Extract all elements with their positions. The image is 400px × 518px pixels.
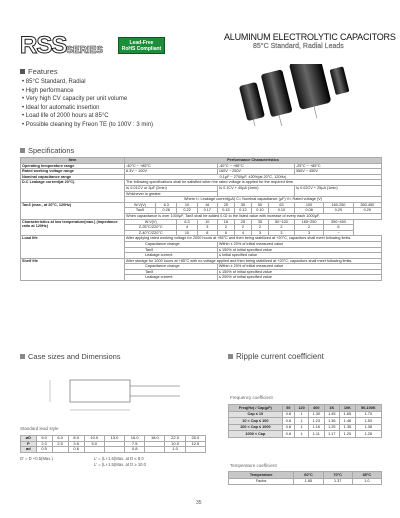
table-row bbox=[229, 424, 382, 431]
page-number: 35 bbox=[196, 500, 202, 506]
table-cell: 1.16 bbox=[309, 424, 325, 431]
table-cell: 6.3 bbox=[52, 436, 68, 442]
table-cell: 25.0 bbox=[185, 436, 205, 442]
frequency-coefficient-table bbox=[228, 404, 382, 438]
table-cell: 1.0 bbox=[165, 447, 185, 453]
table-cell: 3 bbox=[251, 230, 268, 236]
table-cell: 2 bbox=[294, 225, 323, 231]
temperature-coefficient-table bbox=[228, 471, 382, 485]
table-cell: Freq(Hz) / Cap(μF) bbox=[229, 405, 283, 412]
specifications-heading: Specifications bbox=[20, 146, 74, 155]
table-cell: 1 bbox=[295, 431, 309, 438]
specifications-table: Item Performance Characteristics Operating temperature range -40°C ~ +85°C -40°C ~ +85°C -25°C ~ +85°C Rated working voltage range 6.3V ~ 100V 160V ~ 250V 350V ~ 450V Nominal capacitance range 0.1μF ~ 2700μF, ±20%(at 20°C, 120Hz) D.C Leakage current(at 20°C) The following specifications shall be satisfied when the rated voltage is applied for the required time. I≤ 0.01CV or 3μF (2min) I≤ 0.1CV + 40μA (1min) I≤ 0.02CV + 25μA (1min) Whichever is greater Where I= Leakage current(μA) C= Nominal capacitance (μF) V= Rated voltage (V) Tanδ (max., at 20°C, 120Hz) W.V(V) 6.3 10 16 25 35 50 63 100 160-250 350-450 Tanδ 0.28 0.22 0.17 0.15 0.12 0.10 0.10 0.08 0.20 0.20 When capacitance is over 1000μF, Tanδ shall be added 0.02 to the listed value with increase of every each 1000μF. Characteristics at low temperature(max.) (impedance ratio at 120Hz) W.V(V) 6.3 10 16 25 35 50~100 160~250 350~450 Z-25°C/Z20°C 4 3 2 2 2 2 2 6 Z-40°C/Z20°C 10 8 6 4 3 3 3 ~ Load life After applying rated working voltage for 2000 hours at +85°C and then being stabilized at +20°C, capacitors shall meet following limits. Capacitance change Within ± 20% of initial measured value Tanδ ≤ 150% of initial specified value Leakage current ≤ Initial specified value Shelf life After storage for 1000 hours at +85°C with no voltage applied and then being stabilized at +20°C, capacitors shall meet following limits. Capacitance change Within ± 20% of initial measured value Tanδ ≤ 150% of initial specified value Leakage current ≤ 200% of initial specified value bbox=[20, 157, 382, 281]
table-cell: 0.8 bbox=[282, 418, 294, 425]
table-cell: 70°C bbox=[323, 472, 352, 479]
table-cell bbox=[185, 447, 205, 453]
table-cell: 10.0 bbox=[84, 436, 104, 442]
dimension-drawing bbox=[30, 368, 200, 424]
table-cell: 0.8 bbox=[282, 424, 294, 431]
table-cell: 1 bbox=[295, 424, 309, 431]
table-cell: 4 bbox=[177, 225, 197, 231]
table-cell: 350~450 bbox=[324, 219, 353, 225]
table-cell: 0.22 bbox=[177, 208, 197, 214]
table-cell: ød bbox=[21, 447, 37, 453]
table-cell: 1.45 bbox=[324, 411, 340, 418]
table-cell: 0.20 bbox=[353, 208, 381, 214]
table-cell: 1.36 bbox=[324, 418, 340, 425]
table-cell: 1.48 bbox=[340, 418, 356, 425]
table-cell: 0.5 bbox=[36, 447, 52, 453]
table-cell: 1.11 bbox=[309, 431, 325, 438]
table-cell: Temperature bbox=[229, 472, 294, 479]
table-cell: 10 < Cap ≤ 100 bbox=[229, 418, 283, 425]
table-cell: 35 bbox=[251, 219, 268, 225]
table-cell: 1.17 bbox=[324, 431, 340, 438]
lead-style-table bbox=[20, 435, 206, 453]
series-logo: RSSSERIES bbox=[20, 32, 104, 59]
page-subtitle: 85°C Standard, Radial Leads bbox=[253, 43, 344, 50]
table-cell: 2 bbox=[234, 225, 251, 231]
table-cell: 0.12 bbox=[234, 208, 251, 214]
table-cell: Tanδ bbox=[125, 208, 156, 214]
table-cell: 50~100 bbox=[269, 219, 295, 225]
table-cell: 2 bbox=[251, 225, 268, 231]
table-cell: Z-25°C/Z20°C bbox=[125, 225, 177, 231]
table-cell: 6 bbox=[324, 225, 353, 231]
table-cell: 25 bbox=[234, 219, 251, 225]
table-cell: 60°C bbox=[294, 472, 323, 479]
table-cell: 1 bbox=[295, 411, 309, 418]
table-cell: 0.8 bbox=[125, 447, 145, 453]
lead-note-3: L' = (L+1.5)Max. at D ≥ 10.0 bbox=[94, 462, 146, 467]
table-cell: 1K bbox=[324, 405, 340, 412]
feature-item: • 85°C Standard, Radial bbox=[22, 79, 86, 85]
table-cell: 1 bbox=[295, 418, 309, 425]
case-sizes-heading: Case sizes and Dimensions bbox=[20, 352, 121, 361]
table-cell: 100 < Cap ≤ 1000 bbox=[229, 424, 283, 431]
table-cell: 3.5 bbox=[68, 441, 84, 447]
table-cell: 8 bbox=[197, 230, 217, 236]
table-cell: 16 bbox=[217, 219, 234, 225]
table-cell: 10.0 bbox=[165, 441, 185, 447]
table-cell: 25 bbox=[217, 202, 234, 208]
table-cell: 50 bbox=[251, 202, 268, 208]
frequency-coefficient-label: Frequency coefficient bbox=[230, 395, 273, 400]
lead-note-2: L' = (L+1.5)Max. at D ≤ 8.0 bbox=[94, 456, 144, 461]
feature-item: • Very high CV capacity per unit volume bbox=[22, 96, 128, 102]
ripple-heading: Ripple current coefficient bbox=[228, 352, 324, 361]
table-cell: 35 bbox=[234, 202, 251, 208]
table-cell: Cap ≤ 10 bbox=[229, 411, 283, 418]
table-cell: ≤ Initial specified value bbox=[217, 253, 381, 259]
table-cell: ≤ 200% of initial specified value bbox=[217, 275, 381, 281]
table-cell: 0.28 bbox=[156, 208, 177, 214]
table-cell: ~ bbox=[324, 230, 353, 236]
table-cell: 13.0 bbox=[104, 436, 124, 442]
table-cell: 0.10 bbox=[269, 208, 295, 214]
table-cell: 16 bbox=[197, 202, 217, 208]
table-cell: 2 bbox=[269, 225, 295, 231]
temperature-coefficient-label: Temperature coefficient bbox=[230, 463, 277, 468]
table-cell: Leakage current bbox=[125, 253, 218, 259]
table-cell: 1.28 bbox=[355, 431, 381, 438]
table-cell: Leakage current bbox=[125, 275, 218, 281]
table-cell: 5.0 bbox=[84, 441, 104, 447]
table-cell: 0.6 bbox=[68, 447, 84, 453]
table-cell: P bbox=[21, 441, 37, 447]
table-cell: Factor bbox=[229, 478, 294, 485]
table-cell: 6.3 bbox=[177, 219, 197, 225]
table-cell: 2.5 bbox=[52, 441, 68, 447]
table-cell: 6 bbox=[217, 230, 234, 236]
page-title: ALUMINUM ELECTROLYTIC CAPACITORS bbox=[224, 32, 396, 42]
table-cell: 2 bbox=[217, 225, 234, 231]
table-cell bbox=[52, 447, 68, 453]
table-cell: 3 bbox=[294, 230, 323, 236]
table-cell: 0.10 bbox=[251, 208, 268, 214]
feature-item: • High performance bbox=[22, 87, 74, 94]
feature-item: • Possible cleaning by Freon TE (to 100V : 3 min) bbox=[22, 121, 154, 128]
table-cell: 1.70 bbox=[355, 411, 381, 418]
feature-item: • Load life of 2000 hours at 85°C bbox=[22, 113, 109, 119]
table-cell: 400 bbox=[309, 405, 325, 412]
table-cell bbox=[145, 447, 165, 453]
table-cell: Within ± 20% of initial measured value bbox=[217, 264, 381, 270]
table-cell: øD bbox=[21, 436, 37, 442]
table-row bbox=[229, 411, 382, 418]
table-cell: ≤ 150% of initial specified value bbox=[217, 247, 381, 253]
table-cell: 0.08 bbox=[294, 208, 323, 214]
lead-style-heading: Standard lead style bbox=[20, 426, 59, 431]
table-cell: 18.0 bbox=[145, 436, 165, 442]
features-list bbox=[22, 78, 153, 129]
table-cell: W.V(V) bbox=[125, 219, 177, 225]
table-cell: 350-450 bbox=[353, 202, 381, 208]
table-cell: 1.38 bbox=[355, 424, 381, 431]
table-cell: 12.5 bbox=[185, 441, 205, 447]
table-cell: 1.37 bbox=[323, 478, 352, 485]
table-cell: 0.8 bbox=[282, 431, 294, 438]
table-cell: 1.23 bbox=[309, 418, 325, 425]
capacitor-photo bbox=[222, 64, 362, 126]
table-cell: 120 bbox=[295, 405, 309, 412]
table-cell: Within ± 20% of initial measured value bbox=[217, 241, 381, 247]
table-cell: 22.0 bbox=[165, 436, 185, 442]
table-cell: 3 bbox=[269, 230, 295, 236]
table-cell: 160-250 bbox=[324, 202, 353, 208]
table-cell: Tanδ bbox=[125, 269, 218, 275]
table-cell: Capacitance change bbox=[125, 264, 218, 270]
table-cell: 1.53 bbox=[355, 418, 381, 425]
table-cell: 5.0 bbox=[36, 436, 52, 442]
table-cell: 10 bbox=[177, 202, 197, 208]
table-cell: 1.35 bbox=[340, 424, 356, 431]
table-row bbox=[229, 418, 382, 425]
table-cell: 85°C bbox=[352, 472, 381, 479]
table-cell: 0.8 bbox=[282, 411, 294, 418]
table-cell: 10 bbox=[197, 219, 217, 225]
table-cell: 1.65 bbox=[340, 411, 356, 418]
table-cell: 0.17 bbox=[197, 208, 217, 214]
table-cell: 63 bbox=[269, 202, 295, 208]
table-cell: W.V(V) bbox=[125, 202, 156, 208]
table-cell: 7.5 bbox=[125, 441, 145, 447]
table-cell: 1.25 bbox=[324, 424, 340, 431]
table-cell: 8.0 bbox=[68, 436, 84, 442]
lead-note-1: D' = D +0.5(Max.) bbox=[20, 456, 53, 461]
table-cell: 1.30 bbox=[309, 411, 325, 418]
table-cell: 2.0 bbox=[36, 441, 52, 447]
table-cell: 1.25 bbox=[340, 431, 356, 438]
table-cell bbox=[84, 447, 104, 453]
table-cell: 3 bbox=[197, 225, 217, 231]
table-cell: Z-40°C/Z20°C bbox=[125, 230, 177, 236]
table-cell: 1.0 bbox=[352, 478, 381, 485]
table-cell: 1000 < Cap bbox=[229, 431, 283, 438]
table-cell: 1.65 bbox=[294, 478, 323, 485]
table-cell: Capacitance change bbox=[125, 241, 218, 247]
table-cell: 16.0 bbox=[125, 436, 145, 442]
table-cell: ≤ 150% of initial specified value bbox=[217, 269, 381, 275]
table-cell: 50 bbox=[282, 405, 294, 412]
table-cell: 160~250 bbox=[294, 219, 323, 225]
table-cell: 10 bbox=[177, 230, 197, 236]
table-cell: 100 bbox=[294, 202, 323, 208]
table-row bbox=[229, 431, 382, 438]
table-cell: 6.3 bbox=[156, 202, 177, 208]
table-cell: Tanδ bbox=[125, 247, 218, 253]
table-cell: 10K bbox=[340, 405, 356, 412]
table-cell bbox=[104, 447, 124, 453]
feature-item: • Ideal for automatic insertion bbox=[22, 104, 100, 111]
rohs-badge: Lead-Free RoHS Compliant bbox=[118, 37, 165, 54]
table-cell: 0.15 bbox=[217, 208, 234, 214]
table-cell: 4 bbox=[234, 230, 251, 236]
table-cell: 50-100K bbox=[355, 405, 381, 412]
table-cell: 0.20 bbox=[324, 208, 353, 214]
features-heading: Features bbox=[20, 67, 58, 76]
